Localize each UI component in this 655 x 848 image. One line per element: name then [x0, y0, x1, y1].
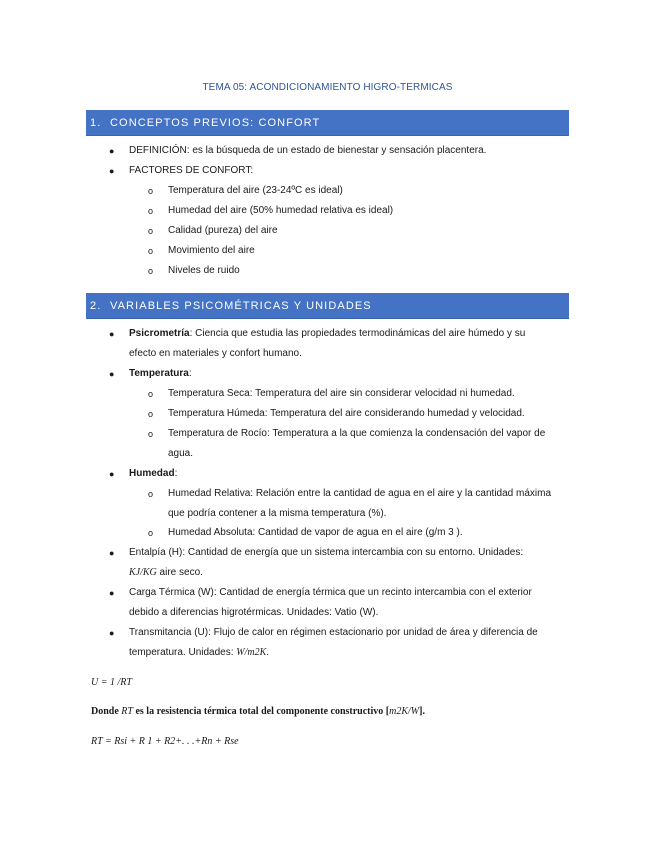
section-2-heading: VARIABLES PSICOMÉTRICAS Y UNIDADES — [110, 300, 372, 312]
bullet-circle-icon: o — [148, 266, 154, 276]
bullet-circle-icon: o — [148, 206, 154, 216]
section-2-number: 2. — [90, 300, 102, 312]
definicion-label: DEFINICIÓN: — [129, 145, 190, 156]
u-formula: U = 1 /RT — [91, 677, 132, 688]
bullet-circle-icon: o — [148, 226, 154, 236]
bullet-disc-icon: ● — [109, 548, 115, 558]
bullet-circle-icon: o — [148, 409, 154, 419]
transmitancia-units: W/m2K — [236, 647, 267, 658]
bullet-circle-icon: o — [148, 389, 154, 399]
bullet-disc-icon: ● — [109, 166, 115, 176]
bullet-circle-icon: o — [148, 246, 154, 256]
page-title: TEMA 05: ACONDICIONAMIENTO HIGRO-TERMICAS — [202, 82, 453, 93]
section-1-number: 1. — [90, 117, 102, 129]
bullet-circle-icon: o — [148, 528, 154, 538]
section-1-heading: CONCEPTOS PREVIOS: CONFORT — [110, 117, 321, 129]
bullet-disc-icon: ● — [109, 469, 115, 479]
bullet-disc-icon: ● — [109, 369, 115, 379]
rt-formula: RT = Rsi + R 1 + R2+. . .+Rn + Rse — [91, 736, 239, 747]
bullet-disc-icon: ● — [109, 329, 115, 339]
document-page: TEMA 05: ACONDICIONAMIENTO HIGRO-TERMICAS 1. CONCEPTOS PREVIOS: CONFORT ● DEFINICIÓN: es la búsqueda de un estado de bienestar y sensación placentera. ● FACTORES DE CONFORT: o Temperatura del aire (23-24ºC es ideal) o Humedad del aire (50% humedad relativa es ideal) o Calidad (pureza) del aire o Movimiento del aire o Niveles de ruido 2. VARIABLES PSICOMÉTRICAS Y UNIDADES ● Psicrometría: Ciencia que estudia las propiedades termodinámicas del aire húmedo y su efecto en materiales y confort humano. ● Temperatura: o Temperatura Seca: Temperatura del aire sin considerar velocidad ni humedad. o Temperatura Húmeda: Temperatura del aire considerando humedad y velocidad. o Temperatura de Rocío: Temperatura a la que comienza la condensación del vapor de agua. ● Humedad: o Humedad Relativa: Relación entre la cantidad de agua en el aire y la cantidad máxima que podría contener a la misma temperatura (%). o Humedad Absoluta: Cantidad de vapor de agua en el aire (g/m 3 ). ● Entalpía (H): Cantidad de energía que un sistema intercambia con su entorno. Unidades: KJ/KG aire seco. ● Carga Térmica (W): Cantidad de energía térmica que un recinto intercambia con el exterior debido a diferencias higrotérmicas. Unidades: Vatio (W). ● Transmitancia (U): Flujo de calor en régimen estacionario por unidad de área y diferencia de temperatura. Unidades: W/m2K. U = 1 /RT Donde RT es la resistencia térmica total del componente constructivo [m2K/W]. RT = Rsi + R 1 + R2+. . .+Rn + Rse — [0, 0, 655, 848]
section-2-header — [86, 293, 569, 319]
donde-paragraph: Donde RT es la resistencia térmica total del componente constructivo [m2K/W]. — [91, 706, 425, 717]
bullet-disc-icon: ● — [109, 628, 115, 638]
psicrometria-label: Psicrometría — [129, 328, 190, 339]
bullet-circle-icon: o — [148, 489, 154, 499]
bullet-circle-icon: o — [148, 186, 154, 196]
humedad-label: Humedad — [129, 468, 175, 479]
section-1-header — [86, 110, 569, 136]
bullet-disc-icon: ● — [109, 588, 115, 598]
bullet-circle-icon: o — [148, 429, 154, 439]
temperatura-label: Temperatura — [129, 368, 189, 379]
entalpia-units: KJ/KG — [129, 567, 157, 578]
definicion-text: es la búsqueda de un estado de bienestar y sensación placentera. — [189, 145, 487, 156]
bullet-disc-icon: ● — [109, 146, 115, 156]
factores-label: FACTORES DE CONFORT: — [129, 165, 254, 176]
